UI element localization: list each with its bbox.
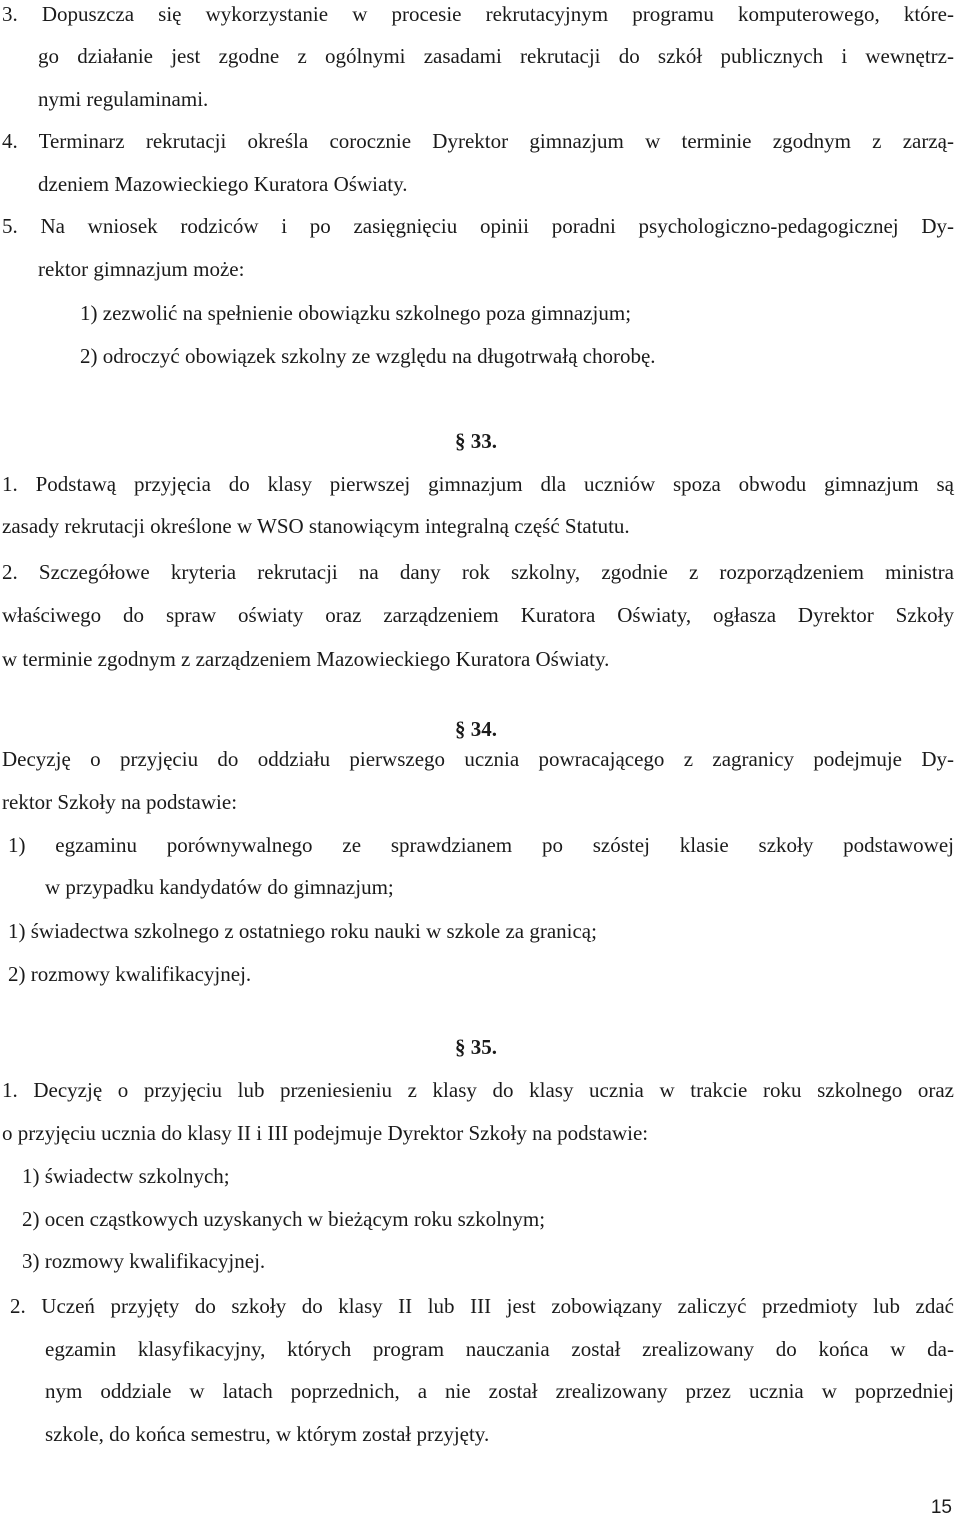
section-heading: § 35. [455, 1035, 497, 1059]
list-item: 1) świadectwa szkolnego z ostatniego roku nauki w szkole za granicą; [8, 919, 597, 943]
text-line: właściwego do spraw oświaty oraz zarządzeniem Kuratora Oświaty, ogłasza Dyrektor Szkoły [2, 603, 954, 627]
text-line: 1. Decyzję o przyjęciu lub przeniesieniu z klasy do klasy ucznia w trakcie roku szkolnego oraz [2, 1078, 954, 1102]
text-line: 2. Uczeń przyjęty do szkoły do klasy II lub III jest zobowiązany zaliczyć przedmioty lub zdać [10, 1294, 954, 1318]
text-line: 2. Szczegółowe kryteria rekrutacji na dany rok szkolny, zgodnie z rozporządzeniem ministra [2, 560, 954, 584]
text-line: go działanie jest zgodne z ogólnymi zasadami rekrutacji do szkół publicznych i wewnętrz- [38, 44, 954, 68]
section-heading: § 33. [455, 429, 497, 453]
text-line: nym oddziale w latach poprzednich, a nie został zrealizowany przez ucznia w poprzedniej [45, 1379, 954, 1403]
text-line: egzamin klasyfikacyjny, których program nauczania został zrealizowany do końca w da- [45, 1337, 954, 1361]
page-number: 15 [930, 1497, 952, 1518]
text-line: szkole, do końca semestru, w którym został przyjęty. [45, 1422, 490, 1446]
list-item: 3) rozmowy kwalifikacyjnej. [22, 1249, 266, 1273]
list-item: 2) odroczyć obowiązek szkolny ze względu na długotrwałą chorobę. [80, 344, 656, 368]
text-line: zasady rekrutacji określone w WSO stanowiącym integralną część Statutu. [2, 514, 630, 538]
text-line: 3. Dopuszcza się wykorzystanie w procesie rekrutacyjnym programu komputerowego, które- [2, 2, 954, 26]
text-line: nymi regulaminami. [38, 87, 209, 111]
text-line: rektor gimnazjum może: [38, 257, 245, 281]
list-item: 2) ocen cząstkowych uzyskanych w bieżącym roku szkolnym; [22, 1207, 546, 1231]
text-line: rektor Szkoły na podstawie: [2, 790, 238, 814]
list-item: 1) świadectw szkolnych; [22, 1164, 230, 1188]
text-line: 5. Na wniosek rodziców i po zasięgnięciu opinii poradni psychologiczno-pedagogicznej Dy- [2, 214, 954, 238]
list-item: 1) zezwolić na spełnienie obowiązku szkolnego poza gimnazjum; [80, 301, 632, 325]
text-line: 1. Podstawą przyjęcia do klasy pierwszej gimnazjum dla uczniów spoza obwodu gimnazjum są [2, 472, 954, 496]
text-line: o przyjęciu ucznia do klasy II i III podejmuje Dyrektor Szkoły na podstawie: [2, 1121, 649, 1145]
section-heading: § 34. [455, 717, 497, 741]
text-line: dzeniem Mazowieckiego Kuratora Oświaty. [38, 172, 408, 196]
list-item: 2) rozmowy kwalifikacyjnej. [8, 962, 252, 986]
text-line: w terminie zgodnym z zarządzeniem Mazowieckiego Kuratora Oświaty. [2, 647, 610, 671]
text-line: 4. Terminarz rekrutacji określa corocznie Dyrektor gimnazjum w terminie zgodnym z zarzą- [2, 129, 954, 153]
list-item-continuation: w przypadku kandydatów do gimnazjum; [45, 875, 394, 899]
text-line: Decyzję o przyjęciu do oddziału pierwszego ucznia powracającego z zagranicy podejmuje Dy- [2, 747, 954, 771]
list-item: 1) egzaminu porównywalnego ze sprawdzianem po szóstej klasie szkoły podstawowej [8, 833, 954, 857]
